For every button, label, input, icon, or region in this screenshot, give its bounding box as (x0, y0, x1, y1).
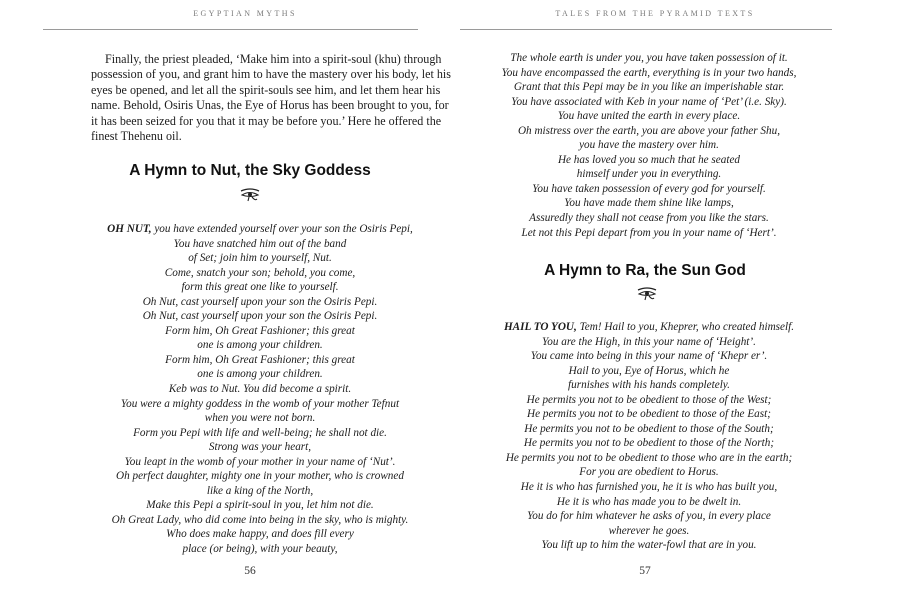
verse-line: You have associated with Keb in your name of ‘Pet’ (i.e. Sky). (511, 95, 787, 108)
header-rule-right (460, 29, 832, 30)
verse-lead: OH NUT, (107, 223, 152, 235)
verse-line: one is among your children. (197, 368, 323, 381)
verse-line: You have taken possession of every god for yourself. (532, 182, 766, 195)
prose-paragraph: Finally, the priest pleaded, ‘Make him into a spirit-soul (khu) through possession of you, and grant him to have the mastery over his body, let his eyes be opened, and let all the spirit-souls see him, and let them hear his name. Behold, Osiris Unas, the Eye of Horus has been brought to you, for it has been seized for you that it may be before you.’ Here he offered the finest Thehenu oil. (91, 52, 451, 144)
verse-line: Oh Nut, cast yourself upon your son the Osiris Pepi. (142, 295, 378, 308)
verse-line (40, 222, 480, 237)
verse-line: of Set; join him to yourself, Nut. (188, 252, 332, 265)
header-rule-left (43, 29, 418, 30)
verse-line: Grant that this Pepi may be in you like an imperishable star. (513, 81, 785, 94)
verse-line: Form him, Oh Great Fashioner; this great (165, 353, 355, 366)
verse-line: Form him, Oh Great Fashioner; this great (165, 324, 355, 337)
verse-line: Assuredly they shall not cease from you like the stars. (529, 212, 769, 225)
verse-line: He it is who has made you to be dwelt in. (556, 495, 742, 508)
verse-line: The whole earth is under you, you have taken possession of it. (510, 52, 788, 64)
verse-line: He permits you not to be obedient to those of the South; (524, 422, 774, 435)
verse-line: You have encompassed the earth, everything is in your two hands, (501, 66, 797, 79)
verse-line: himself under you in everything. (576, 168, 722, 181)
verse-line: He permits you not to be obedient to those of the East; (527, 408, 771, 421)
verse-line: Oh perfect daughter, mighty one in your mother, who is crowned (116, 470, 404, 483)
verse-line: You lift up to him the water-fowl that are in you. (541, 539, 757, 552)
intro-prose (91, 52, 451, 144)
verse-line: Strong was your heart, (208, 441, 312, 454)
running-head-left: EGYPTIAN MYTHS (193, 9, 297, 18)
verse-text: Tem! Hail to you, Kheprer, who created himself. (576, 321, 795, 333)
verse-line: You came into being in this your name of ‘Khepr er’. (530, 350, 768, 363)
verse-text: you have extended yourself over your son the Osiris Pepi, (151, 223, 413, 235)
verse-line: You have united the earth in every place. (557, 110, 741, 123)
verse-line: Make this Pepi a spirit-soul in you, let him not die. (146, 499, 374, 512)
verse-line: Oh Great Lady, who did come into being in the sky, who is mighty. (111, 513, 409, 526)
verse-line: You have snatched him out of the band (173, 237, 347, 250)
verse-line: He permits you not to be obedient to those of the West; (526, 393, 772, 406)
page-number-left: 56 (244, 565, 256, 577)
verse-line: He permits you not to be obedient to those of the North; (523, 437, 775, 450)
right-page (450, 0, 900, 600)
verse-line: Come, snatch your son; behold, you come, (164, 266, 356, 279)
verse-line: Who does make happy, and does fill every (166, 528, 354, 541)
verse-lead: HAIL TO YOU, (503, 321, 577, 333)
hymn-title-ra: A Hymn to Ra, the Sun God (544, 262, 746, 279)
verse-line: Oh Nut, cast yourself upon your son the Osiris Pepi. (142, 310, 378, 323)
verse-line: He has loved you so much that he seated (557, 153, 741, 166)
verse-line: Keb was to Nut. You did become a spirit. (168, 383, 352, 396)
verse-line: You have made them shine like lamps, (564, 197, 734, 210)
verse-line: form this great one like to yourself. (181, 281, 339, 294)
verse-line: He it is who has furnished you, he it is who has built you, (520, 481, 778, 494)
verse-line: He permits you not to be obedient to those who are in the earth; (505, 451, 793, 464)
verse-line: one is among your children. (197, 339, 323, 352)
hymn-nut-continuation (450, 51, 848, 240)
verse-line: You were a mighty goddess in the womb of your mother Tefnut (120, 397, 400, 410)
verse-line: wherever he goes. (608, 524, 690, 537)
verse-line: You leapt in the womb of your mother in your name of ‘Nut’. (124, 455, 396, 468)
verse-line: like a king of the North, (206, 484, 314, 497)
verse-line (450, 320, 848, 335)
page-number-right: 57 (639, 565, 651, 577)
verse-line: place (or being), with your beauty, (182, 543, 338, 556)
hymn-title-nut: A Hymn to Nut, the Sky Goddess (129, 162, 371, 179)
verse-line: you have the mastery over him. (579, 139, 719, 152)
hymn-ra-verse (450, 320, 848, 553)
running-head-right: TALES FROM THE PYRAMID TEXTS (555, 9, 755, 18)
verse-line: Let not this Pepi depart from you in your name of ‘Hert’. (521, 226, 777, 239)
verse-line: Oh mistress over the earth, you are above your father Shu, (517, 124, 781, 137)
verse-line: when you were not born. (204, 412, 316, 425)
eye-of-horus-icon (240, 188, 260, 207)
verse-line: You do for him whatever he asks of you, in every place (527, 510, 771, 523)
verse-line: You are the High, in this your name of ‘Height’. (542, 335, 756, 348)
verse-line: For you are obedient to Horus. (579, 466, 719, 479)
hymn-nut-verse (40, 222, 480, 557)
verse-line: Form you Pepi with life and well-being; he shall not die. (133, 426, 387, 439)
eye-of-horus-icon (637, 287, 657, 306)
verse-line: furnishes with his hands completely. (568, 379, 730, 392)
verse-line: Hail to you, Eye of Horus, which he (568, 364, 730, 377)
